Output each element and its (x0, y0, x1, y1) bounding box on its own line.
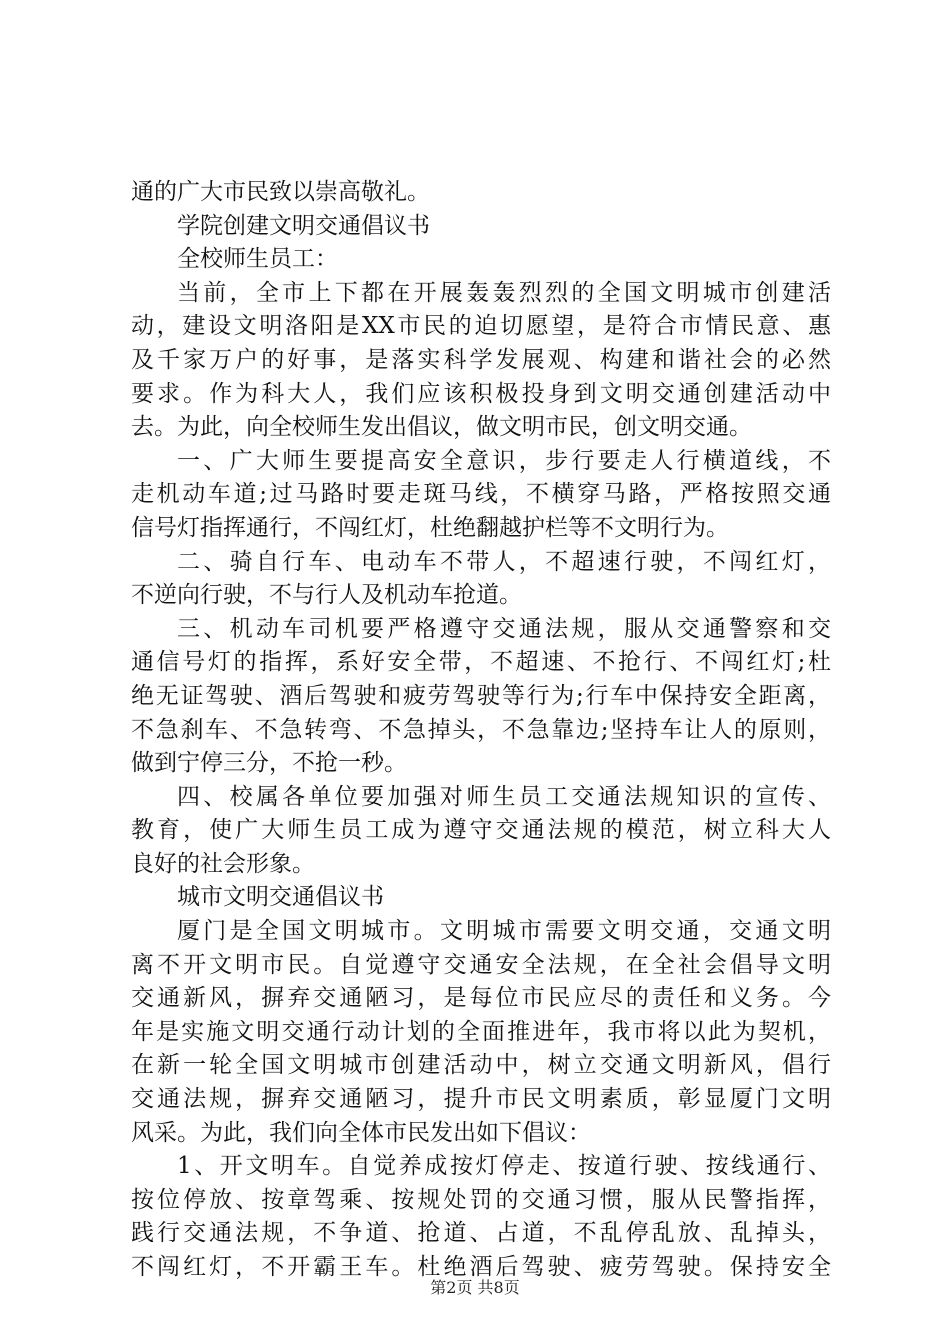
page-footer: 第2页 共8页 (430, 1278, 520, 1297)
text-line: 1、开文明车。自觉养成按灯停走、按道行驶、按线通行、 (177, 1153, 831, 1180)
text-line: 不逆向行驶，不与行人及机动车抢道。 (131, 582, 522, 609)
text-line: 绝无证驾驶、酒后驾驶和疲劳驾驶等行为;行车中保持安全距离， (131, 682, 831, 709)
text-line: 交通新风，摒弃交通陋习，是每位市民应尽的责任和义务。今 (131, 985, 831, 1012)
text-line: 二、骑自行车、电动车不带人，不超速行驶，不闯红灯， (177, 548, 831, 575)
text-line: 风采。为此，我们向全体市民发出如下倡议： (131, 1119, 591, 1146)
text-line: 信号灯指挥通行，不闯红灯，杜绝翻越护栏等不文明行为。 (131, 514, 729, 541)
text-line: 厦门是全国文明城市。文明城市需要文明交通，交通文明 (177, 918, 831, 945)
text-line: 要求。作为科大人，我们应该积极投身到文明交通创建活动中 (131, 380, 831, 407)
text-line: 四、校属各单位要加强对师生员工交通法规知识的宣传、 (177, 783, 831, 810)
text-line: 全校师生员工： (177, 246, 338, 273)
text-line: 良好的社会形象。 (131, 850, 315, 877)
document-body (131, 176, 831, 1285)
text-line: 不急刹车、不急转弯、不急掉头，不急靠边;坚持车让人的原则， (131, 716, 831, 743)
text-line: 学院创建文明交通倡议书 (177, 212, 430, 239)
text-line: 动，建设文明洛阳是XX市民的迫切愿望，是符合市情民意、惠 (131, 313, 831, 340)
text-line: 一、广大师生要提高安全意识，步行要走人行横道线，不 (177, 447, 831, 474)
text-line: 做到宁停三分，不抢一秒。 (131, 750, 407, 777)
text-line: 城市文明交通倡议书 (177, 884, 384, 911)
text-line: 通信号灯的指挥，系好安全带，不超速、不抢行、不闯红灯;杜 (131, 649, 831, 676)
text-line: 交通法规，摒弃交通陋习，提升市民文明素质，彰显厦门文明 (131, 1086, 831, 1113)
text-line: 去。为此，向全校师生发出倡议，做文明市民，创文明交通。 (131, 414, 752, 441)
text-line: 及千家万户的好事，是落实科学发展观、构建和谐社会的必然 (131, 346, 831, 373)
text-line: 当前，全市上下都在开展轰轰烈烈的全国文明城市创建活 (177, 279, 831, 306)
text-line: 按位停放、按章驾乘、按规处罚的交通习惯，服从民警指挥， (131, 1186, 831, 1213)
text-line: 不闯红灯，不开霸王车。杜绝酒后驾驶、疲劳驾驶。保持安全 (131, 1254, 831, 1280)
text-line: 三、机动车司机要严格遵守交通法规，服从交通警察和交 (177, 615, 831, 642)
text-line: 践行交通法规，不争道、抢道、占道，不乱停乱放、乱掉头， (131, 1220, 831, 1247)
text-line: 教育，使广大师生员工成为遵守交通法规的模范，树立科大人 (131, 817, 831, 844)
text-line: 年是实施文明交通行动计划的全面推进年，我市将以此为契机， (131, 1018, 831, 1045)
text-line: 在新一轮全国文明城市创建活动中，树立交通文明新风，倡行 (131, 1052, 831, 1079)
text-line: 走机动车道;过马路时要走斑马线，不横穿马路，严格按照交通 (131, 481, 831, 508)
text-line: 离不开文明市民。自觉遵守交通安全法规，在全社会倡导文明 (131, 951, 831, 978)
text-line: 通的广大市民致以崇高敬礼。 (131, 179, 430, 205)
